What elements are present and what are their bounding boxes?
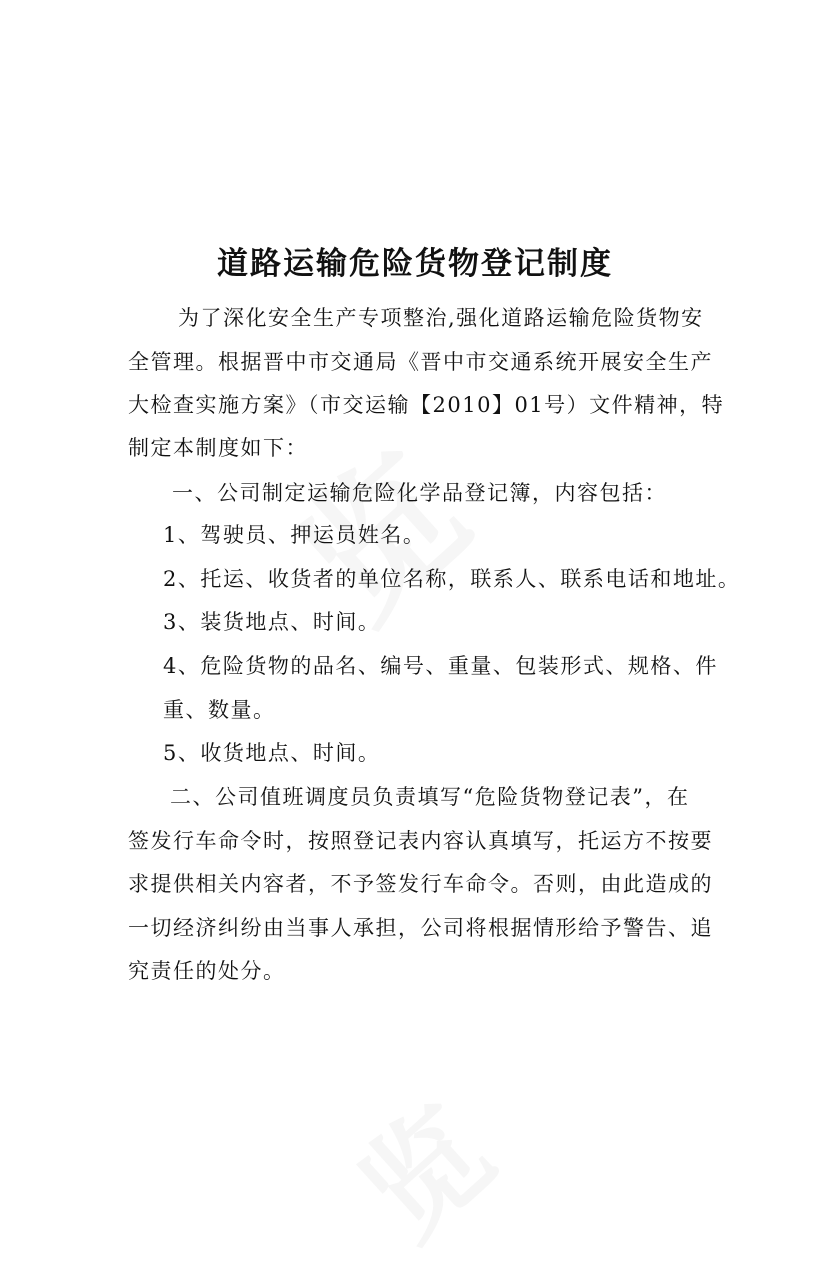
- list-item: 3、装货地点、时间。: [163, 610, 381, 634]
- section-2-line-2: 签发行车命令时，按照登记表内容认真填写，托运方不按要: [128, 829, 713, 853]
- watermark-graphic-bottom: [318, 1062, 522, 1270]
- list-item: 5、收货地点、时间。: [163, 741, 381, 765]
- list-item-continuation: 重、数量。: [163, 698, 276, 722]
- section-2-line-3: 求提供相关内容者，不予签发行车命令。否则，由此造成的: [128, 872, 713, 896]
- section-2-line-4: 一切经济纠纷由当事人承担，公司将根据情形给予警告、追: [128, 916, 713, 940]
- intro-line-2: 全管理。根据晋中市交通局《晋中市交通系统开展安全生产: [128, 350, 713, 374]
- intro-line-4: 制定本制度如下：: [128, 436, 308, 460]
- list-item: 4、危险货物的品名、编号、重量、包装形式、规格、件: [163, 654, 718, 678]
- document-title: 道路运输危险货物登记制度: [217, 246, 613, 282]
- intro-line-1: 为了深化安全生产专项整治,强化道路运输危险货物安: [178, 306, 704, 330]
- list-item: 2、托运、收货者的单位名称，联系人、联系电话和地址。: [163, 567, 741, 591]
- section-1-heading: 一、公司制定运输危险化学品登记簿，内容包括：: [172, 481, 667, 505]
- section-2-line-1: 二、公司值班调度员负责填写“危险货物登记表”，在: [170, 785, 690, 809]
- section-2-line-5: 究责任的处分。: [128, 959, 286, 983]
- list-item: 1、驾驶员、押运员姓名。: [163, 523, 426, 547]
- intro-line-3: 大检查实施方案》（市交运输【2010】01号）文件精神，特: [128, 393, 725, 417]
